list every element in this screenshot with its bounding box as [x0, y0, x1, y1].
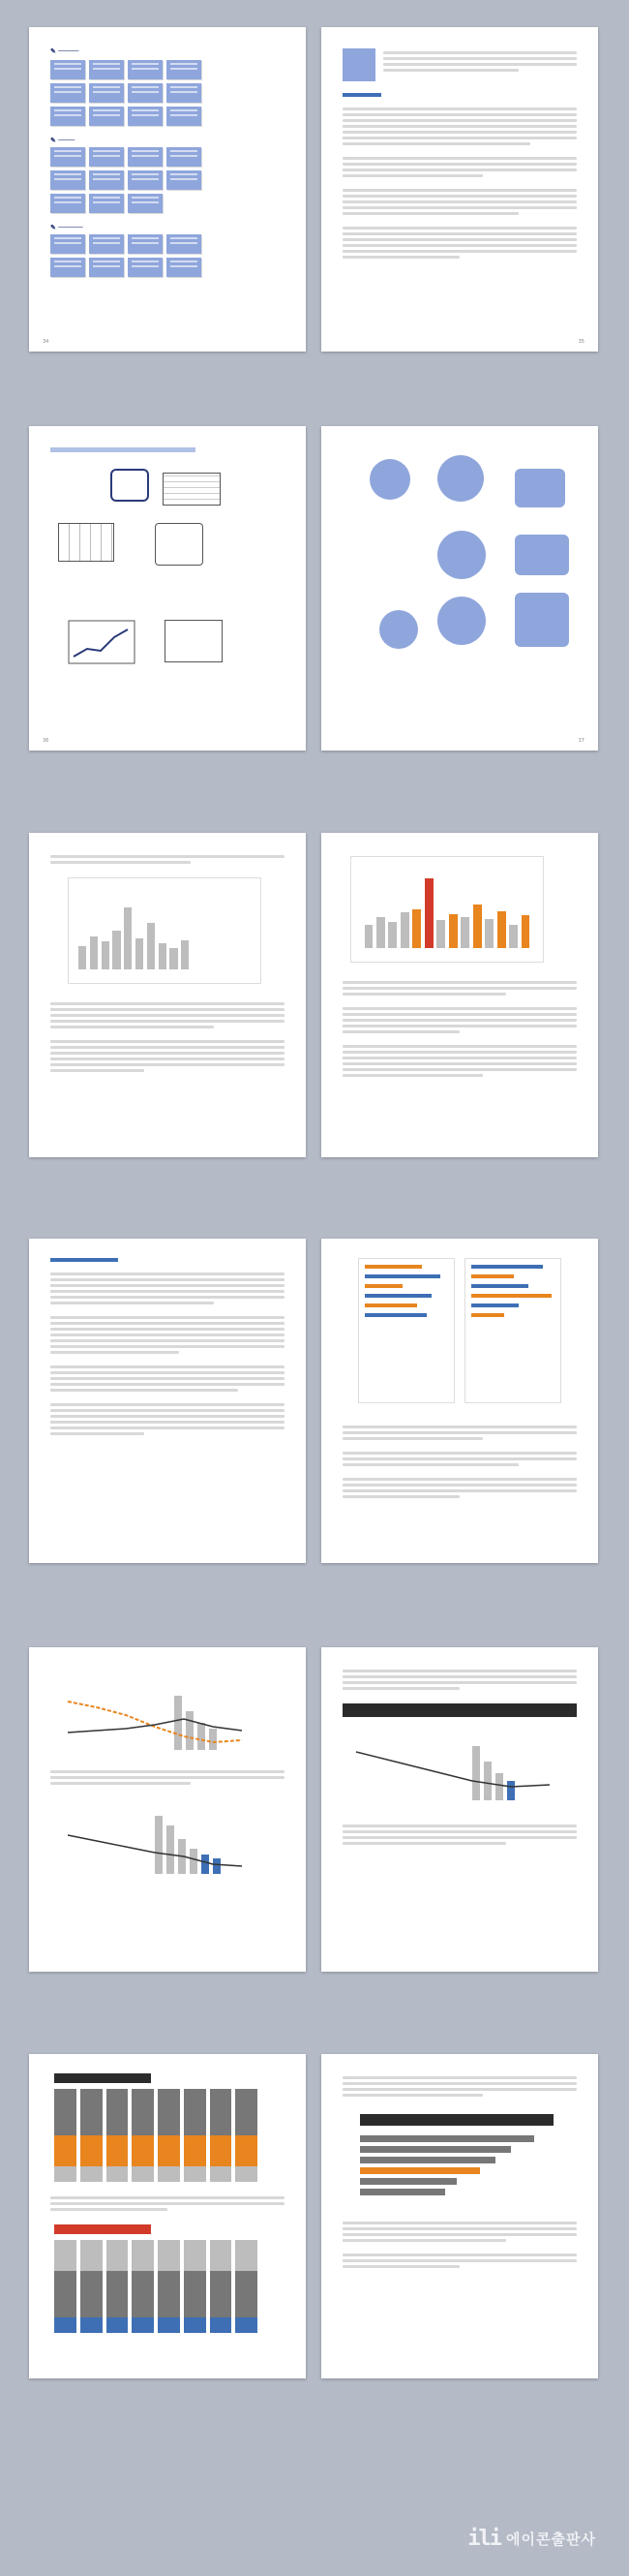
spread-6 [29, 2054, 598, 2378]
bar [473, 905, 482, 948]
sticky-note [166, 83, 201, 103]
page-left [29, 833, 306, 1157]
figure-title-band [343, 1703, 577, 1717]
bar [412, 909, 421, 948]
page-right [321, 1647, 598, 1972]
sticky-note [50, 194, 85, 213]
horizontal-bar-chart [360, 2131, 554, 2199]
body-text [343, 1667, 577, 1693]
bar [425, 878, 434, 948]
stacked-bar-chart [54, 2089, 257, 2182]
bar [112, 931, 120, 969]
body-text [50, 852, 285, 867]
bar [401, 912, 409, 948]
bar-chart-plot [361, 871, 533, 948]
sticky-note [128, 194, 163, 213]
circle-diagram [437, 597, 486, 645]
bar [365, 925, 374, 948]
sticky-note [128, 234, 163, 254]
intro-paragraph [383, 48, 577, 75]
bar [449, 914, 458, 948]
bar [376, 917, 385, 948]
sticky-note [166, 147, 201, 167]
page-right [321, 1239, 598, 1563]
handwritten-title [50, 447, 195, 452]
sticky-note [50, 147, 85, 167]
sticky-note [89, 83, 124, 103]
grid-sketch [58, 523, 114, 562]
figure-title-band [54, 2073, 151, 2083]
sticky-note [50, 107, 85, 126]
publisher-logo [467, 2527, 596, 2551]
bar-chart [350, 856, 544, 963]
spread-3 [29, 833, 598, 1157]
sticky-note [166, 170, 201, 190]
sticky-note [50, 234, 85, 254]
page-number: 37 [578, 738, 584, 744]
sticky-note [89, 147, 124, 167]
spread-1 [29, 27, 598, 352]
sticky-note [166, 107, 201, 126]
page-36 [29, 426, 306, 751]
small-multiple-chart [358, 1258, 455, 1403]
box-diagram [515, 469, 565, 507]
callout-sticky [343, 48, 375, 81]
sticky-note [89, 170, 124, 190]
sticky-note [50, 258, 85, 277]
bar [485, 919, 494, 948]
body-text [343, 1822, 577, 1848]
bar [135, 938, 143, 969]
sticky-note [166, 60, 201, 79]
body-text [50, 2193, 285, 2214]
circle-diagram [370, 459, 410, 500]
sticky-note [89, 107, 124, 126]
sticky-note [50, 170, 85, 190]
bar [497, 911, 506, 948]
sticky-note [50, 60, 85, 79]
bar [147, 923, 155, 969]
body-text [343, 1423, 577, 1501]
sticky-note [128, 83, 163, 103]
box-diagram [515, 593, 569, 647]
small-multiple-chart [464, 1258, 561, 1403]
sticky-note [128, 60, 163, 79]
sticky-note [128, 107, 163, 126]
body-text [343, 2073, 577, 2100]
bar [509, 925, 518, 948]
bar [169, 948, 177, 969]
bar [522, 915, 530, 948]
publisher-mark: ili [467, 2527, 501, 2551]
scatter-sketch [155, 523, 203, 566]
sticky-note [89, 60, 124, 79]
page-left [29, 2054, 306, 2378]
stacked-bar-chart [54, 2240, 257, 2333]
bar [461, 917, 469, 948]
page-34 [29, 27, 306, 352]
section-heading-bar [50, 1258, 118, 1262]
bar [388, 922, 397, 948]
bar [181, 940, 189, 969]
sticky-note [166, 258, 201, 277]
combo-chart [58, 1796, 261, 1884]
figure-title-band [54, 2224, 151, 2234]
sticky-note [89, 234, 124, 254]
bar [102, 941, 109, 969]
body-text [50, 1270, 285, 1438]
number-sketch [110, 469, 149, 502]
body-text [50, 1767, 285, 1788]
page-left [29, 1647, 306, 1972]
figure-title-band [360, 2114, 554, 2126]
table-sketch [163, 473, 221, 506]
sticky-note [128, 170, 163, 190]
spread-4 [29, 1239, 598, 1563]
section-heading-1: ✎ ───── [50, 46, 79, 55]
sticky-note [89, 194, 124, 213]
body-text [343, 105, 577, 261]
sticky-note [128, 147, 163, 167]
crossing-lines-sketch [165, 620, 223, 662]
combo-chart [346, 1723, 573, 1810]
bar [159, 943, 166, 969]
box-diagram [515, 535, 569, 575]
circle-diagram [437, 455, 484, 502]
bar-chart [68, 877, 261, 984]
bar [436, 920, 445, 948]
section-heading-2: ✎ ──── [50, 136, 75, 144]
spread-2 [29, 426, 598, 751]
sticky-note [89, 258, 124, 277]
page-left [29, 1239, 306, 1563]
section-heading-bar [343, 93, 381, 97]
bar [90, 936, 98, 969]
line-chart-sketch [68, 620, 135, 664]
body-text [343, 978, 577, 1080]
page-number: 35 [578, 339, 584, 345]
page-number: 36 [43, 738, 49, 744]
publisher-name: 에이콘출판사 [506, 2530, 596, 2548]
circle-diagram [437, 531, 486, 579]
body-text [343, 2219, 577, 2271]
bar [124, 907, 132, 969]
circle-diagram [379, 610, 418, 649]
page-35 [321, 27, 598, 352]
combo-chart [58, 1672, 261, 1760]
bar [78, 946, 86, 969]
bar-chart-plot [78, 892, 193, 969]
page-37 [321, 426, 598, 751]
page-right [321, 833, 598, 1157]
page-right [321, 2054, 598, 2378]
sticky-note [128, 258, 163, 277]
sticky-note [166, 234, 201, 254]
sticky-note [50, 83, 85, 103]
section-heading-3: ✎ ────── [50, 223, 83, 231]
body-text [50, 999, 285, 1075]
spread-5 [29, 1647, 598, 1972]
page-number: 34 [43, 339, 49, 345]
